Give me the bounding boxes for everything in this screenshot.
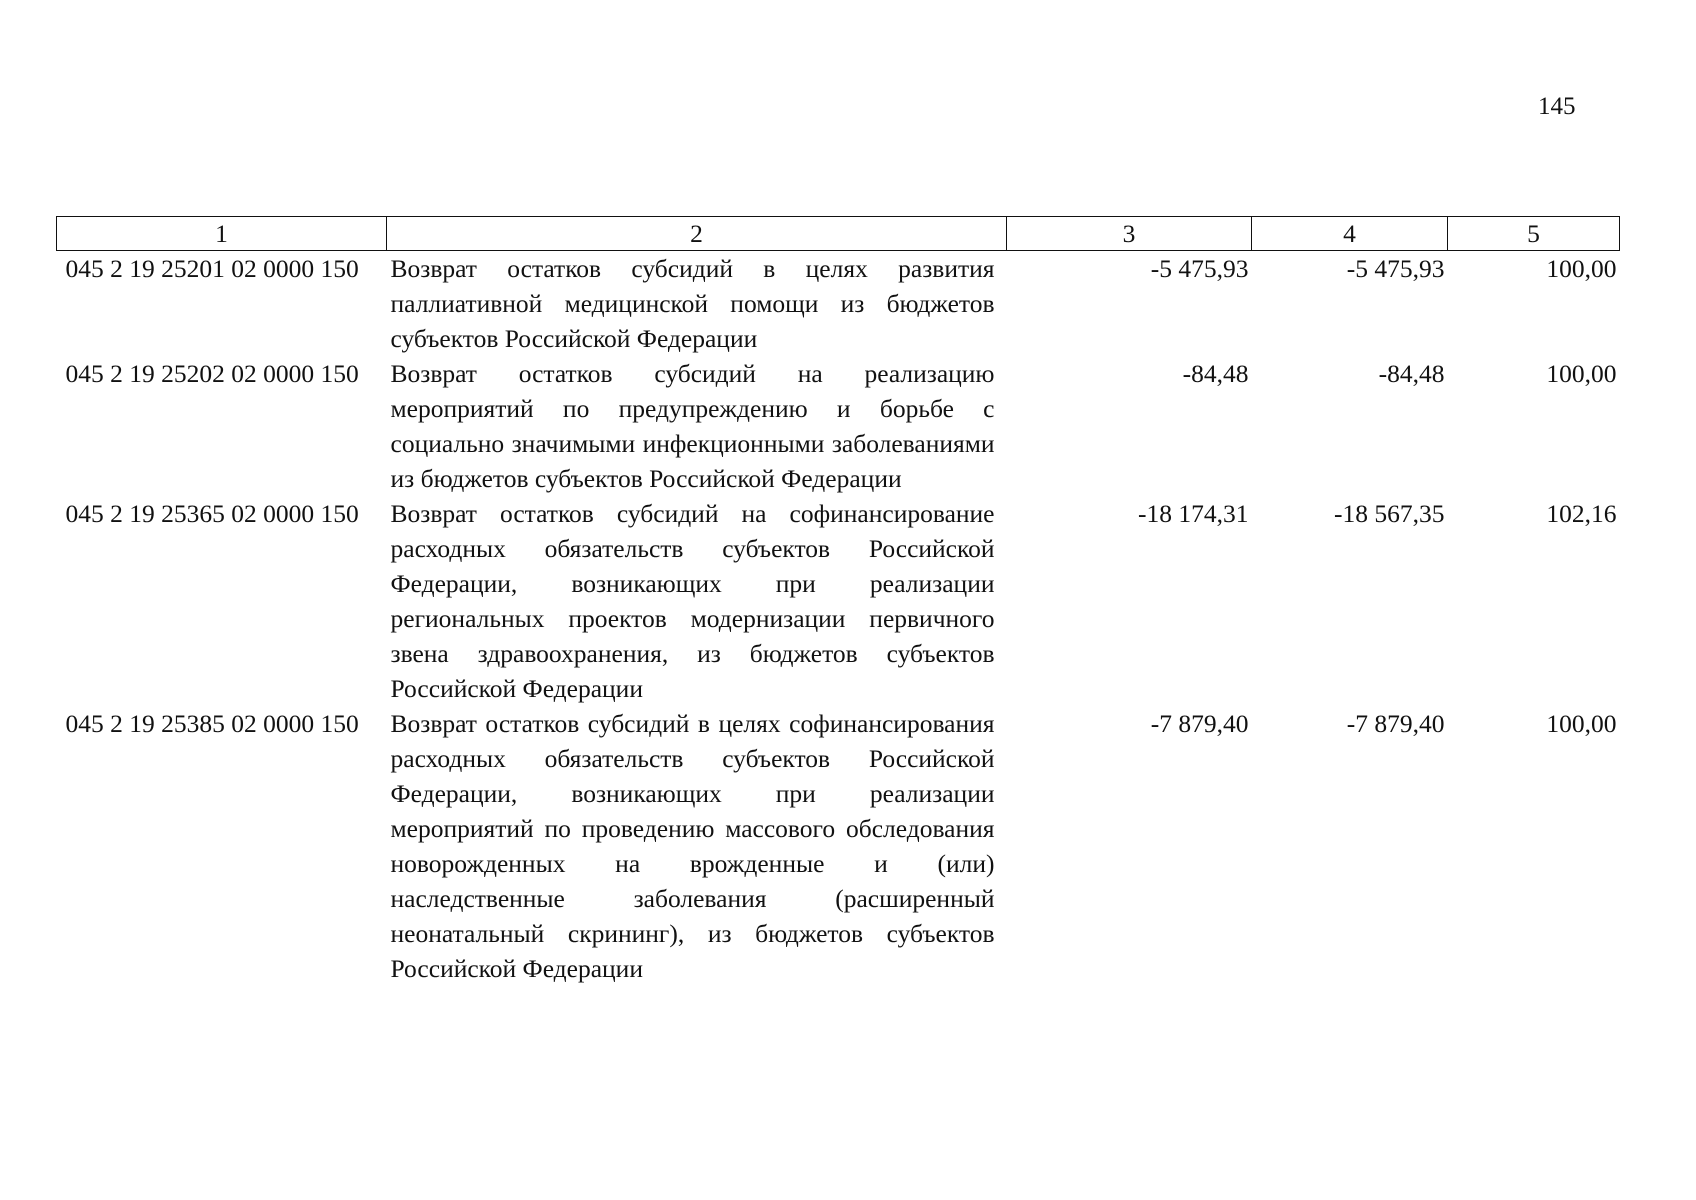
value-col-4: -5 475,93 [1346,254,1445,283]
header-row [57,217,1620,251]
value-col-3: -7 879,40 [1150,709,1249,738]
budget-code: 045 2 19 25365 02 0000 150 [65,499,359,528]
budget-code: 045 2 19 25201 02 0000 150 [65,254,359,283]
value-col-5: 100,00 [1546,709,1617,738]
row-description: Возврат остатков субсидий в целях развития паллиативной медицинской помощи из бюджетов субъектов Российской Федерации [390,254,995,353]
table-header [57,217,1620,251]
table-row [57,706,1620,986]
table-row [57,251,1620,357]
table-row [57,356,1620,496]
budget-code: 045 2 19 25202 02 0000 150 [65,359,359,388]
budget-code: 045 2 19 25385 02 0000 150 [65,709,359,738]
value-col-3: -5 475,93 [1150,254,1249,283]
row-description: Возврат остатков субсидий на реализацию мероприятий по предупреждению и борьбе с социально значимыми инфекционными заболеваниями из бюджетов субъектов Российской Федерации [390,359,995,493]
budget-table [56,216,1620,986]
value-col-4: -18 567,35 [1334,499,1445,528]
value-col-5: 100,00 [1546,359,1617,388]
row-description: Возврат остатков субсидий на софинансирование расходных обязательств субъектов Российской Федерации, возникающих при реализации региональных проектов модернизации первичного звена здравоохранения, из бюджетов субъектов Российской Федерации [390,499,995,703]
value-col-4: -7 879,40 [1346,709,1445,738]
header-col-3: 3 [1007,217,1252,251]
value-col-3: -18 174,31 [1138,499,1249,528]
value-col-5: 100,00 [1546,254,1617,283]
header-col-1: 1 [57,217,387,251]
value-col-4: -84,48 [1378,359,1445,388]
header-col-4: 4 [1252,217,1448,251]
table-row [57,496,1620,706]
page-number: 145 [1538,93,1576,120]
row-description: Возврат остатков субсидий в целях софинансирования расходных обязательств субъектов Российской Федерации, возникающих при реализации мероприятий по проведению массового обследования новорожденных на врожденные и (или) наследственные заболевания (расширенный неонатальный скрининг), из бюджетов субъектов Российской Федерации [390,709,995,983]
table-body [57,251,1620,987]
header-col-2: 2 [387,217,1007,251]
value-col-5: 102,16 [1546,499,1617,528]
header-col-5: 5 [1448,217,1620,251]
value-col-3: -84,48 [1182,359,1249,388]
